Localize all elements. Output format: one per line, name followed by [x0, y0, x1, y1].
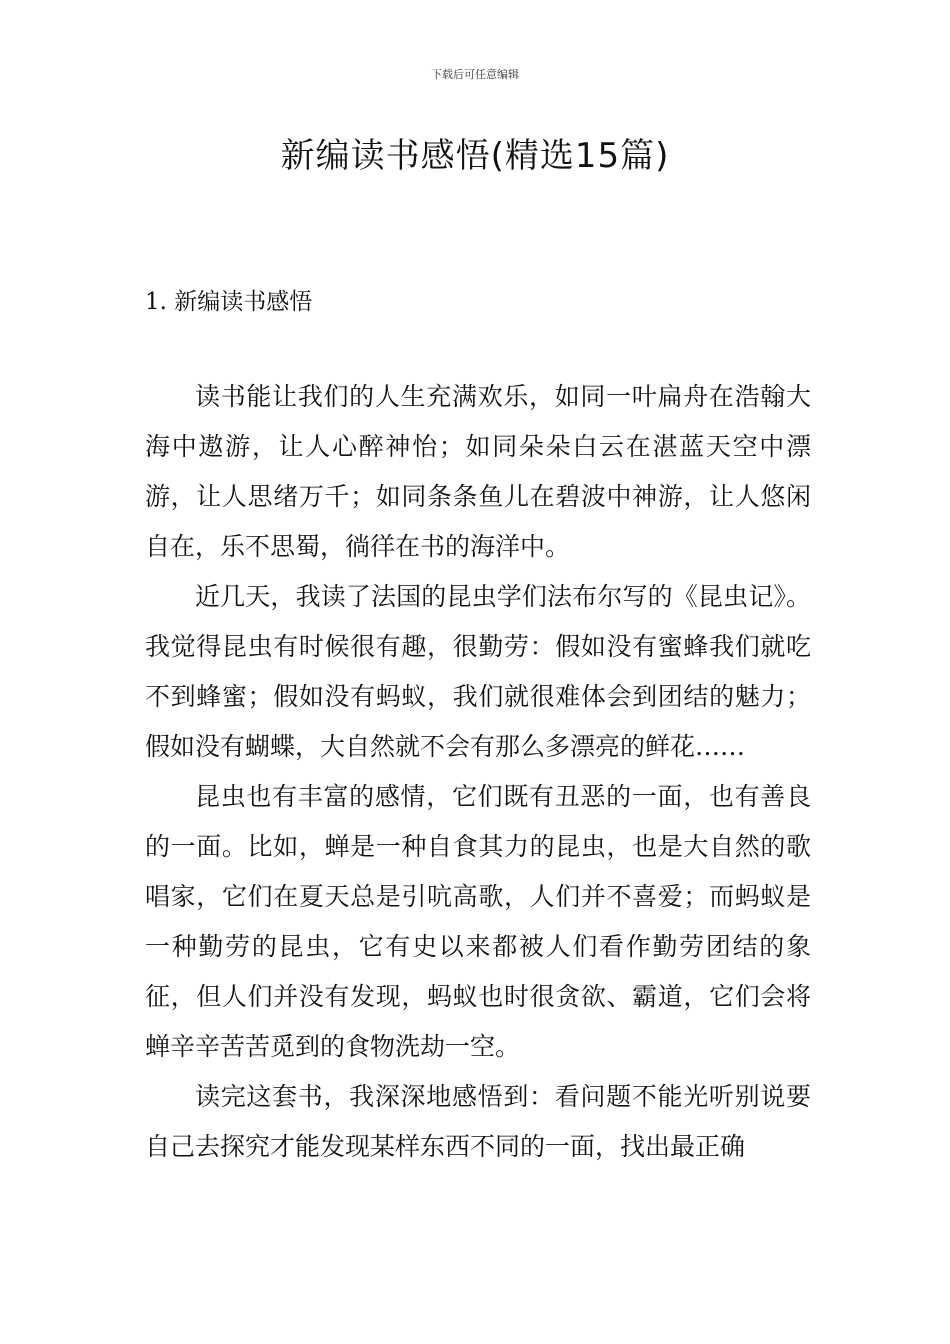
document-body — [145, 372, 811, 1172]
document-title: 新编读书感悟(精选15篇) — [280, 136, 670, 176]
paragraph: 昆虫也有丰富的感情，它们既有丑恶的一面，也有善良的一面。比如，蝉是一种自食其力的昆虫，也是大自然的歌唱家，它们在夏天总是引吭高歌，人们并不喜爱；而蚂蚁是一种勤劳的昆虫，它有史以来都被人们看作勤劳团结的象征，但人们并没有发现，蚂蚁也时很贪欲、霸道，它们会将蝉辛辛苦苦觅到的食物洗劫一空。 — [145, 782, 811, 1061]
section-heading: 1. 新编读书感悟 — [145, 289, 313, 315]
paragraph: 读书能让我们的人生充满欢乐，如同一叶扁舟在浩翰大海中遨游，让人心醉神怡；如同朵朵白云在湛蓝天空中漂游，让人思绪万千；如同条条鱼儿在碧波中神游，让人悠闲自在，乐不思蜀，徜徉在书的海洋中。 — [145, 382, 811, 561]
header-note: 下载后可任意编辑 — [431, 68, 519, 81]
paragraph: 近几天，我读了法国的昆虫学们法布尔写的《昆虫记》。我觉得昆虫有时候很有趣，很勤劳：假如没有蜜蜂我们就吃不到蜂蜜；假如没有蚂蚁，我们就很难体会到团结的魅力；假如没有蝴蝶，大自然就不会有那么多漂亮的鲜花…… — [145, 582, 811, 761]
paragraph: 读完这套书，我深深地感悟到：看问题不能光听别说要自己去探究才能发现某样东西不同的一面，找出最正确 — [145, 1082, 811, 1161]
